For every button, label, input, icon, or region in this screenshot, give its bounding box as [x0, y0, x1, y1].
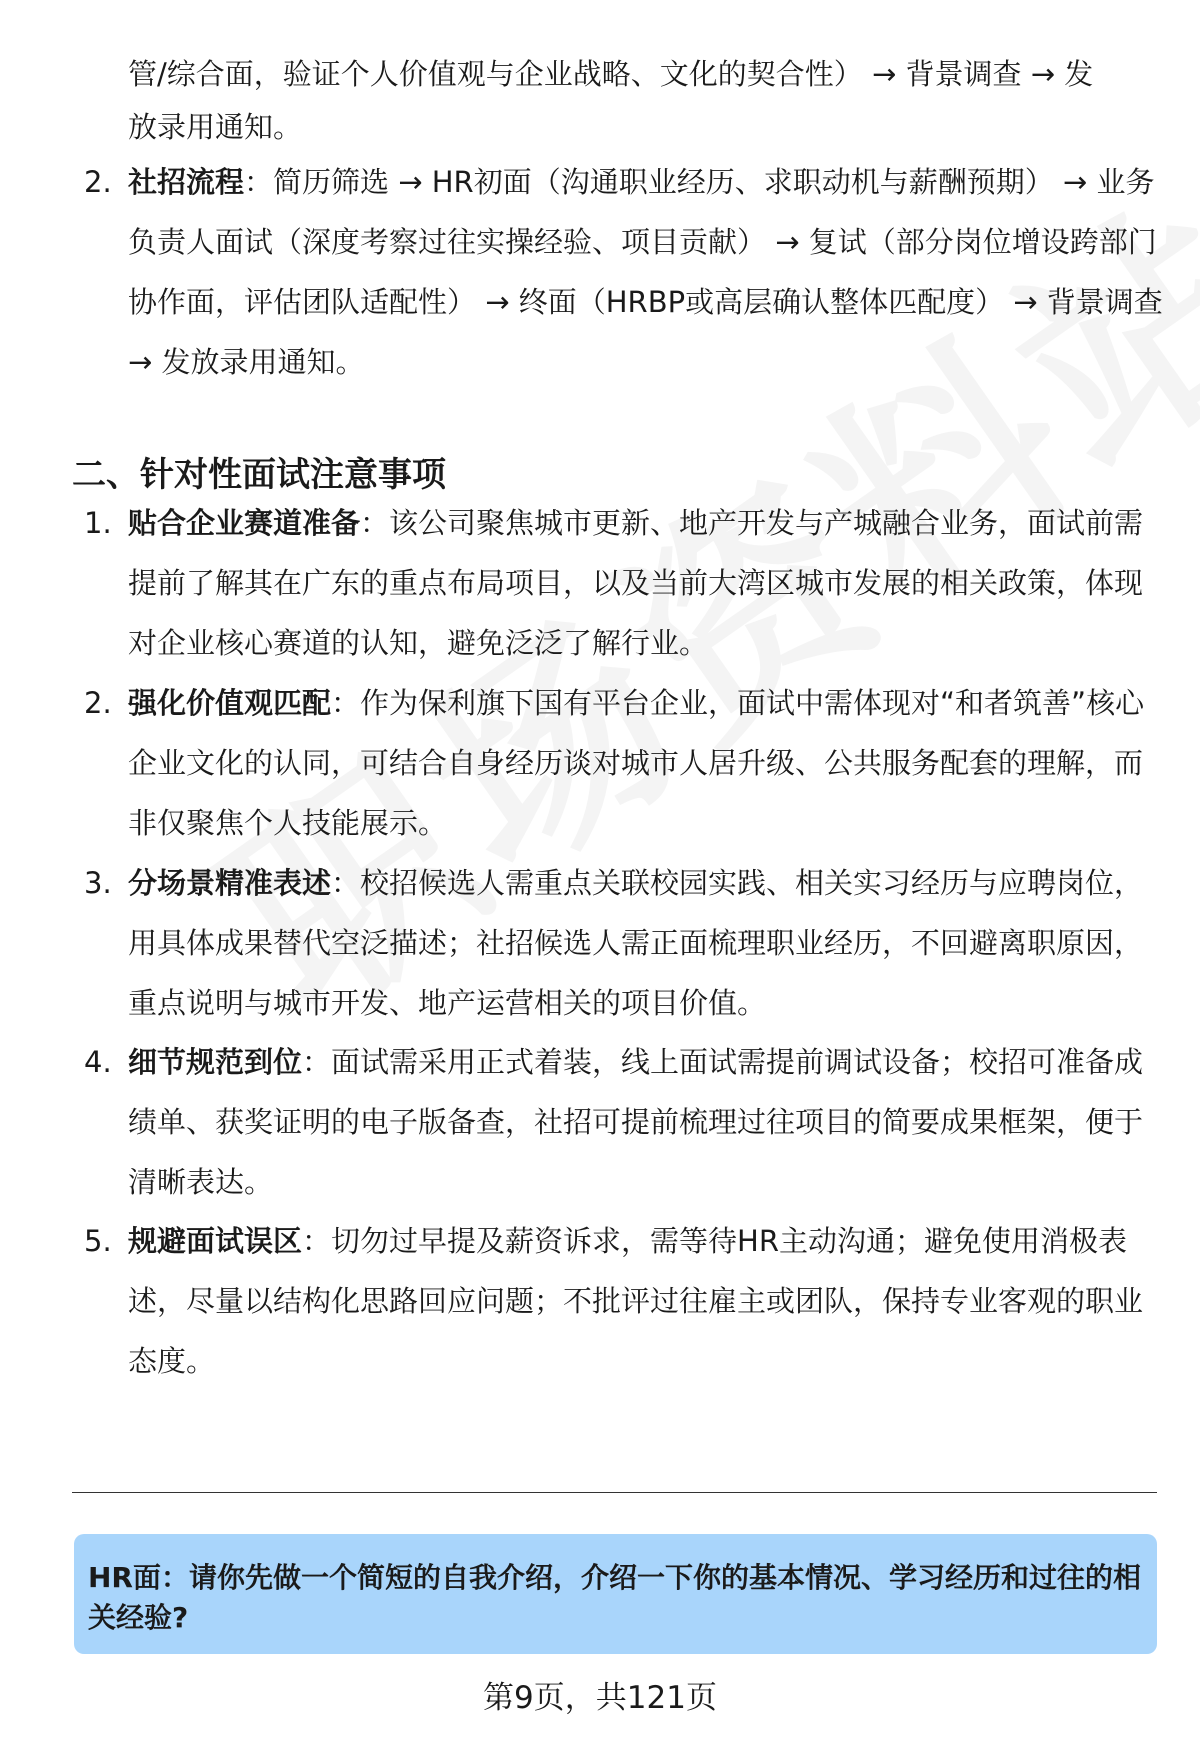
section-heading: 二、针对性面试注意事项 [72, 455, 446, 495]
list-number: 2. [84, 686, 112, 720]
list-item-label: 强化价值观匹配 [128, 686, 332, 720]
list-item-body [128, 1211, 1168, 1391]
section-divider [72, 1492, 1157, 1493]
list-item-text: ：面试需采用正式着装，线上面试需提前调试设备；校招可准备成绩单、获奖证明的电子版备查，社招可提前梳理过往项目的简要成果框架，便于清晰表达。 [128, 1045, 1144, 1199]
list-item-label: 规避面试误区 [128, 1224, 303, 1258]
list-item-note-3 [84, 853, 1164, 1033]
list-item-body [128, 673, 1168, 853]
list-number: 5. [84, 1224, 112, 1258]
list-item-note-1 [84, 493, 1164, 673]
list-item-note-4 [84, 1032, 1164, 1212]
list-number: 1. [84, 506, 112, 540]
list-item-body [128, 1032, 1168, 1212]
list-number: 2. [84, 165, 112, 199]
page-number: 第9页，共121页 [483, 1680, 717, 1716]
list-item-body [128, 152, 1168, 392]
list-item-note-5 [84, 1211, 1164, 1391]
list-item-social-recruitment [84, 152, 1164, 392]
list-item-label: 社招流程 [128, 165, 245, 199]
list-item-text: ：作为保利旗下国有平台企业，面试中需体现对“和者筑善”核心企业文化的认同，可结合自身经历谈对城市人居升级、公共服务配套的理解，而非仅聚焦个人技能展示。 [128, 686, 1145, 840]
interview-question-box: HR面：请你先做一个简短的自我介绍，介绍一下你的基本情况、学习经历和过往的相关经验? [74, 1534, 1157, 1654]
list-item-text: ：校招候选人需重点关联校园实践、相关实习经历与应聘岗位，用具体成果替代空泛描述；社招候选人需正面梳理职业经历，不回避离职原因，重点说明与城市开发、地产运营相关的项目价值。 [128, 866, 1144, 1020]
list-number: 4. [84, 1045, 112, 1079]
list-item-label: 贴合企业赛道准备 [128, 506, 361, 540]
continuation-line-1: 管/综合面，验证个人价值观与企业战略、文化的契合性） → 背景调查 → 发 [128, 57, 1094, 91]
list-item-note-2 [84, 673, 1164, 853]
list-item-body [128, 493, 1168, 673]
list-item-body [128, 853, 1168, 1033]
list-item-text: ：该公司聚焦城市更新、地产开发与产城融合业务，面试前需提前了解其在广东的重点布局项目，以及当前大湾区城市发展的相关政策，体现对企业核心赛道的认知，避免泛泛了解行业。 [128, 506, 1144, 660]
list-item-label: 分场景精准表述 [128, 866, 332, 900]
list-item-text: ：切勿过早提及薪资诉求，需等待HR主动沟通；避免使用消极表述，尽量以结构化思路回应问题；不批评过往雇主或团队，保持专业客观的职业态度。 [128, 1224, 1144, 1378]
list-item-label: 细节规范到位 [128, 1045, 303, 1079]
continuation-line-2: 放录用通知。 [128, 110, 303, 144]
list-item-text: ：简历筛选 → HR初面（沟通职业经历、求职动机与薪酬预期） → 业务负责人面试（深度考察过往实操经验、项目贡献） → 复试（部分岗位增设跨部门协作面，评估团队适配性） → 终面（HRBP或高层确认整体匹配度） → 背景调查 → 发放录用通知。 [128, 165, 1163, 379]
list-number: 3. [84, 866, 112, 900]
